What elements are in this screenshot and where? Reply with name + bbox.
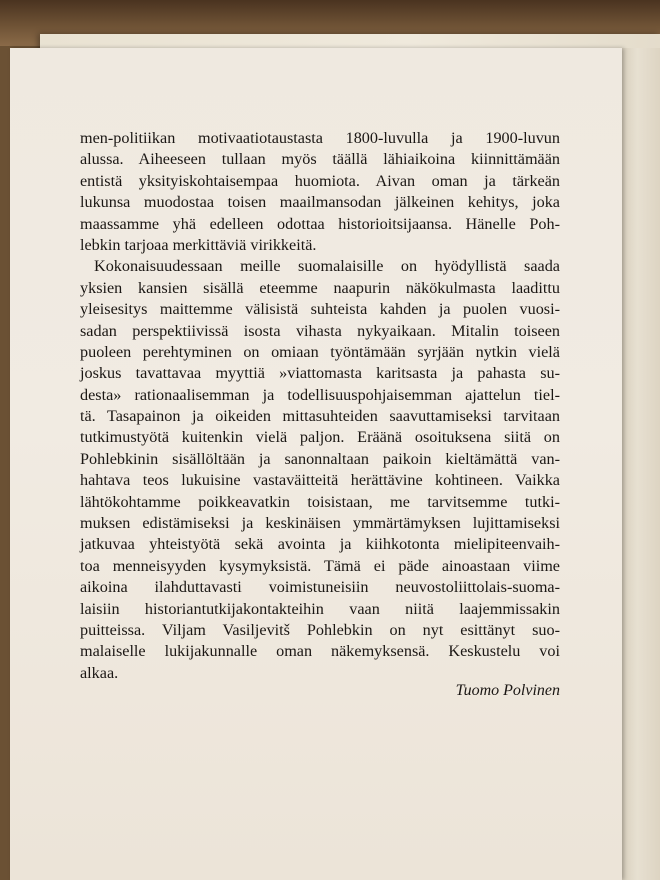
text-line: men-politiikan motivaatiotaustasta 1800-luvulla ja 1900-luvun: [80, 129, 560, 147]
text-line: aikoina ilahduttavasti voimistuneisiin neuvostoliittolais-suoma-: [80, 578, 560, 597]
text-line: joskus tavattavaa myyttiä »viattomasta karitsasta ja pahasta su-: [80, 364, 560, 383]
text-line: alkaa.: [80, 663, 119, 682]
text-line: toa menneisyyden kysymyksistä. Tämä ei päde ainoastaan viime: [80, 556, 560, 575]
text-line: malaiselle lukijakunnalle oman näkemyksensä. Keskustelu voi: [80, 642, 560, 661]
text-line: hahtava teos lukuisine vastaväitteitä herättävine kohtineen. Vaikka: [80, 471, 560, 490]
text-line: lebkin tarjoaa merkittäviä virikkeitä.: [80, 235, 317, 254]
text-line: entistä yksityiskohtaisempaa huomiota. Aivan oman ja tärkeän: [80, 171, 560, 190]
text-line: laisiin historiantutkijakontakteihin vaan niitä laajemmissakin: [80, 599, 560, 618]
text-line: muksen edistämiseksi ja keskinäisen ymmärtämyksen lujittamiseksi: [80, 514, 560, 533]
text-line: Pohlebkinin sisällöltään ja sanonnaltaan paikoin kieltämättä van-: [80, 449, 560, 468]
text-line: maassamme yhä edelleen odottaa historioitsijaansa. Hänelle Poh-: [80, 214, 560, 233]
author-signature: Tuomo Polvinen: [455, 682, 560, 699]
text-line: jatkuvaa yhteistyötä sekä avointa ja kiihkotonta mielipiteenvaih-: [80, 535, 560, 554]
text-line: lähtökohtamme poikkeavatkin toisistaan, me tarvitsemme tutki-: [80, 492, 560, 511]
text-line: desta» rationaalisemman ja todellisuuspohjaisemman ajattelun tiel-: [80, 385, 560, 404]
text-line: alussa. Aiheeseen tullaan myös täällä lähiaikoina kiinnittämään: [80, 150, 560, 169]
text-line: yksien kansien sisällä eteemme naapurin näkökulmasta laadittu: [80, 278, 560, 297]
text-line: tä. Tasapainon ja oikeiden mittasuhteiden saavuttamiseksi tarvitaan: [80, 407, 560, 426]
text-line: lukunsa muodostaa toisen maailmansodan jälkeinen kehitys, joka: [80, 193, 560, 212]
text-line: puoleen perehtyminen on omiaan työntämään syrjään nytkin vielä: [80, 342, 560, 361]
book-page-edges: [622, 48, 660, 880]
text-line: puitteissa. Viljam Vasiljevitš Pohlebkin on nyt esittänyt suo-: [80, 620, 560, 639]
text-line: tutkimustyötä kuitenkin vielä paljon. Eräänä osoituksena siitä on: [80, 428, 560, 447]
body-text: [80, 128, 560, 684]
text-line: yleisesitys maittemme välisistä suhteista kahden ja puolen vuosi-: [80, 300, 560, 319]
text-line: sadan perspektiivissä isosta vihasta nykyaikaan. Mitalin toiseen: [80, 321, 560, 340]
text-line: Kokonaisuudessaan meille suomalaisille on hyödyllistä saada: [94, 257, 560, 276]
